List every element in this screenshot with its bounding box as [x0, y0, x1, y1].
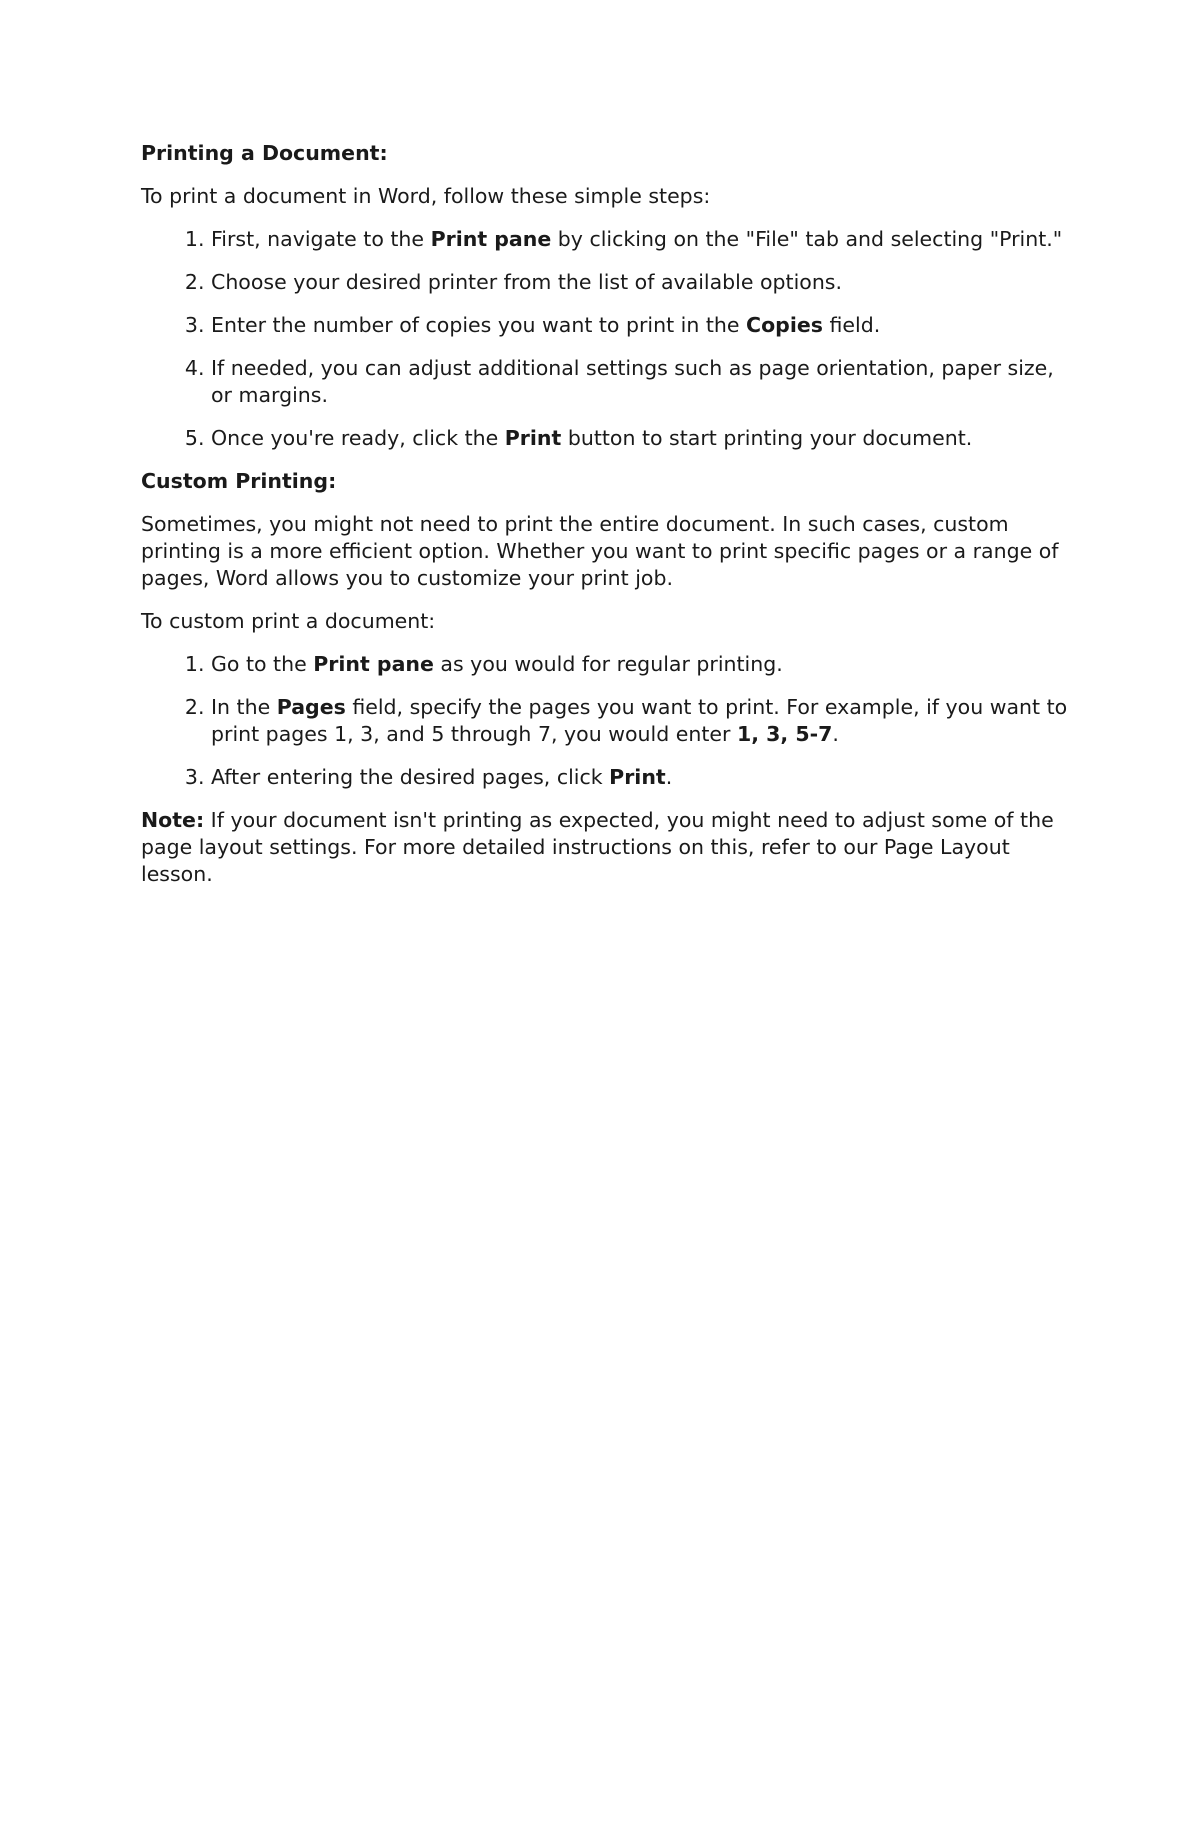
- document-page: [141, 140, 1071, 904]
- note-paragraph: [141, 807, 1071, 888]
- section-intro-custom-printing: To custom print a document:: [141, 609, 436, 633]
- list-item: 2. In the Pages field, specify the pages you want to print. For example, if you want to print pages 1, 3, and 5 through 7, you would enter 1, 3, 5-7.: [211, 694, 1071, 748]
- section-intro-printing: To print a document in Word, follow these simple steps:: [141, 184, 711, 208]
- section-heading-custom-printing: Custom Printing:: [141, 469, 337, 493]
- list-item: 1. Go to the Print pane as you would for regular printing.: [211, 651, 1071, 678]
- note-label: Note:: [141, 808, 205, 832]
- list-item: 5. Once you're ready, click the Print button to start printing your document.: [211, 425, 1071, 452]
- section-heading-printing: Printing a Document:: [141, 141, 388, 165]
- list-item: 3. After entering the desired pages, click Print.: [211, 764, 1071, 791]
- printing-steps-list: [141, 226, 1071, 452]
- list-item: 1. First, navigate to the Print pane by clicking on the "File" tab and selecting "Print.": [211, 226, 1071, 253]
- list-item: 4. If needed, you can adjust additional settings such as page orientation, paper size, or margins.: [211, 355, 1071, 409]
- list-item: 3. Enter the number of copies you want to print in the Copies field.: [211, 312, 1071, 339]
- list-item: 2. Choose your desired printer from the list of available options.: [211, 269, 1071, 296]
- custom-printing-steps-list: [141, 651, 1071, 791]
- note-text: If your document isn't printing as expected, you might need to adjust some of the page layout settings. For more detailed instructions on this, refer to our Page Layout lesson.: [141, 808, 1054, 886]
- custom-printing-paragraph: Sometimes, you might not need to print the entire document. In such cases, custom printing is a more efficient option. Whether you want to print specific pages or a range of pages, Word allows you to customize your print job.: [141, 512, 1059, 590]
